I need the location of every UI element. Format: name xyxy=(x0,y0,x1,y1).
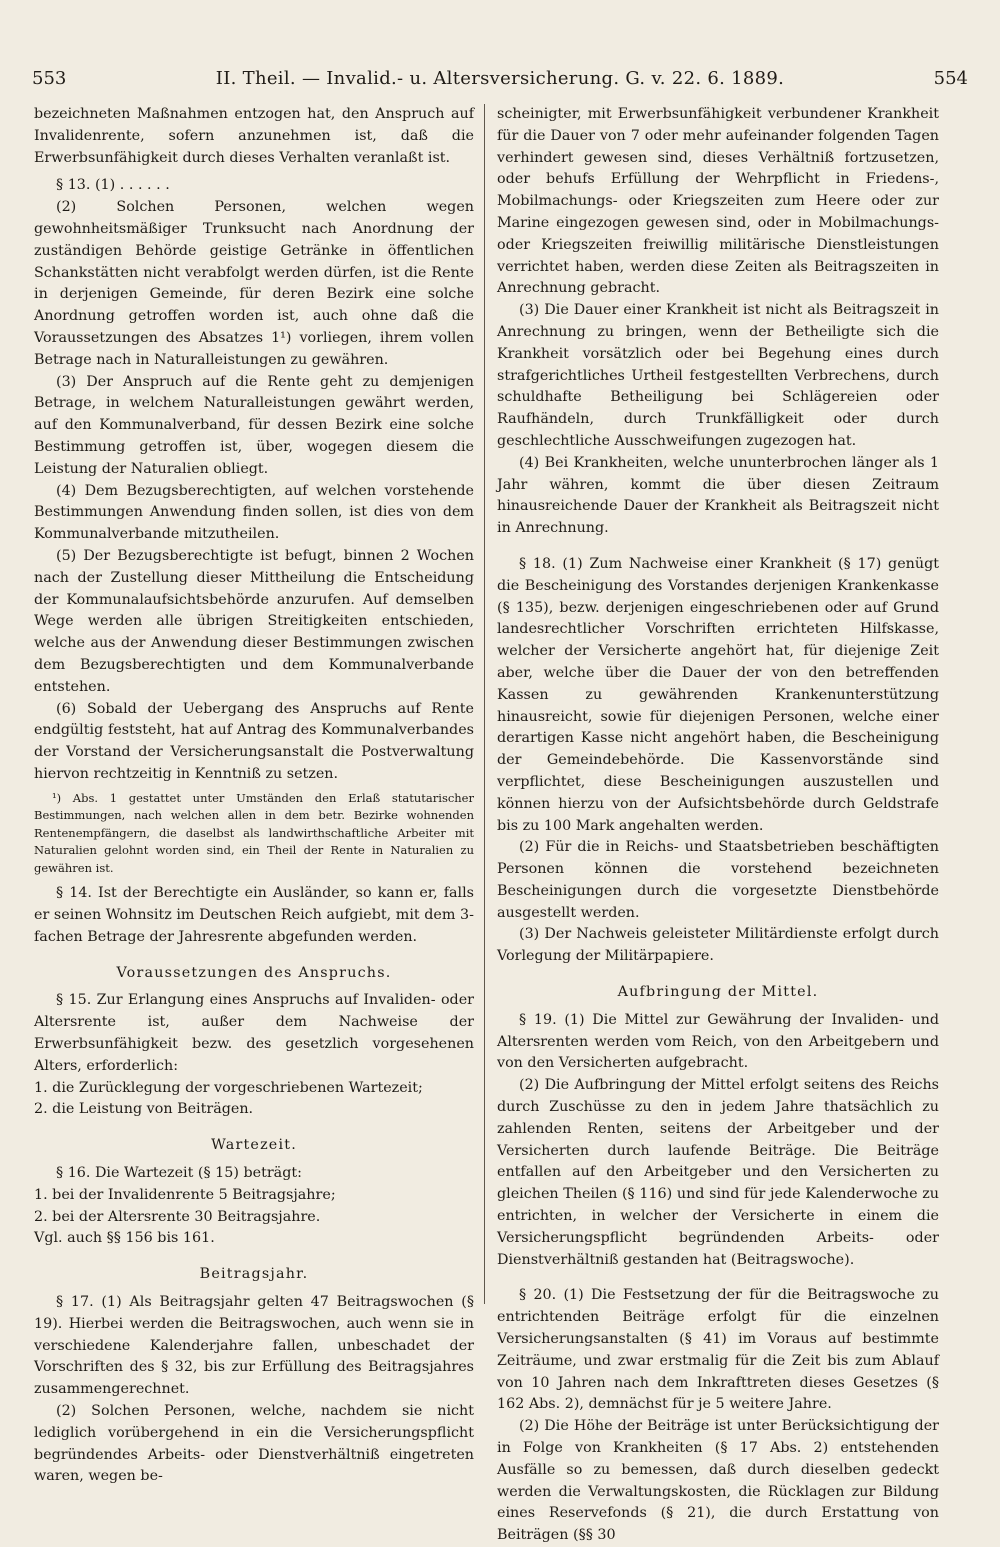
heading-voraussetzungen: Voraussetzungen des Anspruchs. xyxy=(116,964,392,981)
running-title: II. Theil. — Invalid.- u. Altersversicherung. G. v. 22. 6. 1889. xyxy=(215,68,785,89)
section-18-para-1: § 18. (1) Zum Nachweise einer Krankheit (§ 17) genügt die Bescheinigung des Vorstandes derjenigen Krankenkasse (§ 135), bezw. derjenigen eingeschriebenen oder auf Grund landesrechtlicher Vorschriften errichteten Hilfskasse, welcher der Versicherte angehört hat, für diejenige Zeit aber, welche über die Dauer der von den betreffenden Kassen zu gewährenden Krankenunterstützung hinausreicht, sowie für diejenigen Personen, welche einer derartigen Kasse nicht angehört haben, die Bescheinigung der Gemeindebehörde. Die Kassenvorstände sind verpflichtet, diese Bescheinigungen auszustellen und können hierzu von der Aufsichtsbehörde durch Geldstrafe bis zu 100 Mark angehalten werden. xyxy=(497,555,939,834)
page-header xyxy=(30,68,970,96)
paragraph-continuation: bezeichneten Maßnahmen entzogen hat, den Anspruch auf Invalidenrente, sofern anzunehmen ist, daß die Erwerbsunfähigkeit durch dieses Verhalten veranlaßt ist. xyxy=(34,106,474,166)
section-17-para-2: (2) Solchen Personen, welche, nachdem sie nicht lediglich vorübergehend in ein die Versicherungspflicht begründendes Arbeits- oder Dienstverhältniß eingetreten waren, wegen be- xyxy=(34,1402,474,1485)
right-column xyxy=(497,104,939,1547)
page-number-right: 554 xyxy=(933,68,968,89)
section-14: § 14. Ist der Berechtigte ein Ausländer, so kann er, falls er seinen Wohnsitz im Deutschen Reich aufgiebt, mit dem 3-fachen Betrage der Jahresrente abgefunden werden. xyxy=(34,885,474,945)
section-13-para-1: § 13. (1) . . . . . . xyxy=(56,177,170,194)
section-15-item-2: 2. die Leistung von Beiträgen. xyxy=(34,1101,254,1118)
heading-beitragsjahr: Beitragsjahr. xyxy=(199,1266,309,1283)
section-17-para-3: (3) Die Dauer einer Krankheit ist nicht als Beitragszeit in Anrechnung zu bringen, wenn der Betheiligte sich die Krankheit vorsätzlich oder bei Begehung eines durch strafgerichtliches Urtheil festgestellten Verbrechens, durch schuldhafte Betheiligung bei Schlägereien oder Raufhändeln, durch Trunkfälligkeit oder durch geschlechtliche Ausschweifungen zugezogen hat. xyxy=(497,302,939,449)
section-20-para-1: § 20. (1) Die Festsetzung der für die Beitragswoche zu entrichtenden Beiträge erfolgt für die einzelnen Versicherungsanstalten (§ 41) im Voraus auf bestimmte Zeiträume, und zwar erstmalig für die Zeit bis zum Ablauf von 10 Jahren nach dem Inkrafttreten dieses Gesetzes (§ 162 Abs. 2), demnächst für je 5 weitere Jahre. xyxy=(497,1287,939,1413)
section-13-para-2: (2) Solchen Personen, welchen wegen gewohnheitsmäßiger Trunksucht nach Anordnung der zuständigen Behörde geistige Getränke in öffentlichen Schankstätten nicht verabfolgt werden dürfen, ist die Rente in derjenigen Gemeinde, für deren Bezirk eine solche Anordnung getroffen worden ist, auch ohne daß die Voraussetzungen des Absatzes 1¹) vorliegen, ihrem vollen Betrage nach in Naturalleistungen zu gewähren. xyxy=(34,199,474,368)
section-16-reference: Vgl. auch §§ 156 bis 161. xyxy=(34,1230,215,1247)
paragraph-continuation-right: scheinigter, mit Erwerbsunfähigkeit verbundener Krankheit für die Dauer von 7 oder mehr aufeinander folgenden Tagen verhindert gewesen sind, dieses Verhältniß fortzusetzen, oder behufs Erfüllung der Wehrpflicht in Friedens-, Mobilmachungs- oder Kriegszeiten zum Heere oder zur Marine eingezogen gewesen sind, oder in Mobilmachungs- oder Kriegszeiten freiwillig militärische Dienstleistungen verrichtet haben, werden diese Zeiten als Beitragszeiten in Anrechnung gebracht. xyxy=(497,106,939,297)
section-17-para-1: § 17. (1) Als Beitragsjahr gelten 47 Beitragswochen (§ 19). Hierbei werden die Beitragswochen, auch wenn sie in verschiedene Kalenderjahre fallen, unbeschadet der Vorschriften des § 32, bis zur Erfüllung des Beitragsjahres zusammengerechnet. xyxy=(34,1293,474,1398)
section-13-para-4: (4) Dem Bezugsberechtigten, auf welchen vorstehende Bestimmungen Anwendung finden sollen, ist dies von dem Kommunalverbande mitzutheilen. xyxy=(34,482,474,543)
section-13-para-5: (5) Der Bezugsberechtigte ist befugt, binnen 2 Wochen nach der Zustellung dieser Mittheilung die Entscheidung der Kommunalaufsichtsbehörde anzurufen. Auf demselben Wege werden alle übrigen Streitigkeiten entschieden, welche aus der Anwendung dieser Bestimmungen zwischen dem Bezugsberechtigten und dem Kommunalverbande entstehen. xyxy=(34,547,474,695)
section-13-para-6: (6) Sobald der Uebergang des Anspruchs auf Rente endgültig feststeht, hat auf Antrag des Kommunalverbandes der Vorstand der Versicherungsanstalt die Postverwaltung hiervon rechtzeitig in Kenntniß zu setzen. xyxy=(34,700,474,782)
section-17-para-4: (4) Bei Krankheiten, welche ununterbrochen länger als 1 Jahr währen, kommt die über diesen Zeitraum hinausreichende Dauer der Krankheit als Beitragszeit nicht in Anrechnung. xyxy=(497,454,939,537)
left-column xyxy=(34,104,474,1488)
section-18-para-3: (3) Der Nachweis geleisteter Militärdienste erfolgt durch Vorlegung der Militärpapiere. xyxy=(497,926,939,965)
section-15: § 15. Zur Erlangung eines Anspruchs auf Invaliden- oder Altersrente ist, außer dem Nachweise der Erwerbsunfähigkeit bezw. des gesetzlich vorgesehenen Alters, erforderlich: xyxy=(34,992,474,1074)
section-15-item-1: 1. die Zurücklegung der vorgeschriebenen Wartezeit; xyxy=(34,1079,423,1096)
heading-aufbringung: Aufbringung der Mittel. xyxy=(617,984,819,1001)
footnote xyxy=(34,790,474,878)
column-divider xyxy=(484,104,485,1304)
footnote-text: ¹) Abs. 1 gestattet unter Umständen den Erlaß statutarischer Bestimmungen, nach welchen allen in dem betr. Bezirke wohnenden Rentenempfängern, die daselbst als landwirthschaftliche Arbeiter mit Naturalien gelohnt worden sind, ein Theil der Rente in Naturalien zu gewähren ist. xyxy=(34,790,474,875)
section-18-para-2: (2) Für die in Reichs- und Staatsbetrieben beschäftigten Personen können die vorstehend bezeichneten Bescheinigungen durch die vorgesetzte Dienstbehörde ausgestellt werden. xyxy=(497,839,939,921)
section-19-para-1: § 19. (1) Die Mittel zur Gewährung der Invaliden- und Altersrenten werden vom Reich, von den Arbeitgebern und von den Versicherten aufgebracht. xyxy=(497,1011,939,1072)
page-number-left: 553 xyxy=(32,68,67,89)
section-13-para-3: (3) Der Anspruch auf die Rente geht zu demjenigen Betrage, in welchem Naturalleistungen gewährt werden, auf den Kommunalverband, für dessen Bezirk eine solche Bestimmung getroffen ist, über, wogegen diesem die Leistung der Naturalien obliegt. xyxy=(34,373,474,477)
heading-wartezeit: Wartezeit. xyxy=(211,1137,297,1154)
section-16-item-2: 2. bei der Altersrente 30 Beitragsjahre. xyxy=(34,1208,321,1225)
section-20-para-2: (2) Die Höhe der Beiträge ist unter Berücksichtigung der in Folge von Krankheiten (§ 17 Abs. 2) entstehenden Ausfälle so zu bemessen, daß durch dieselben gedeckt werden die Verwaltungskosten, die Rücklagen zur Bildung eines Reservefonds (§ 21), die durch Erstattung von Beiträgen (§§ 30 xyxy=(497,1418,939,1544)
section-16-item-1: 1. bei der Invalidenrente 5 Beitragsjahre; xyxy=(34,1186,336,1203)
section-19-para-2: (2) Die Aufbringung der Mittel erfolgt seitens des Reichs durch Zuschüsse zu den in jedem Jahre thatsächlich zu zahlenden Renten, seitens der Arbeitgeber und der Versicherten durch laufende Beiträge. Die Beiträge entfallen auf den Arbeitgeber und den Versicherten zu gleichen Theilen (§ 116) und sind für jede Kalenderwoche zu entrichten, in welcher der Versicherte in einem die Versicherungspflicht begründenden Arbeits- oder Dienstverhältniß gestanden hat (Beitragswoche). xyxy=(497,1077,939,1268)
section-16: § 16. Die Wartezeit (§ 15) beträgt: xyxy=(56,1164,302,1181)
